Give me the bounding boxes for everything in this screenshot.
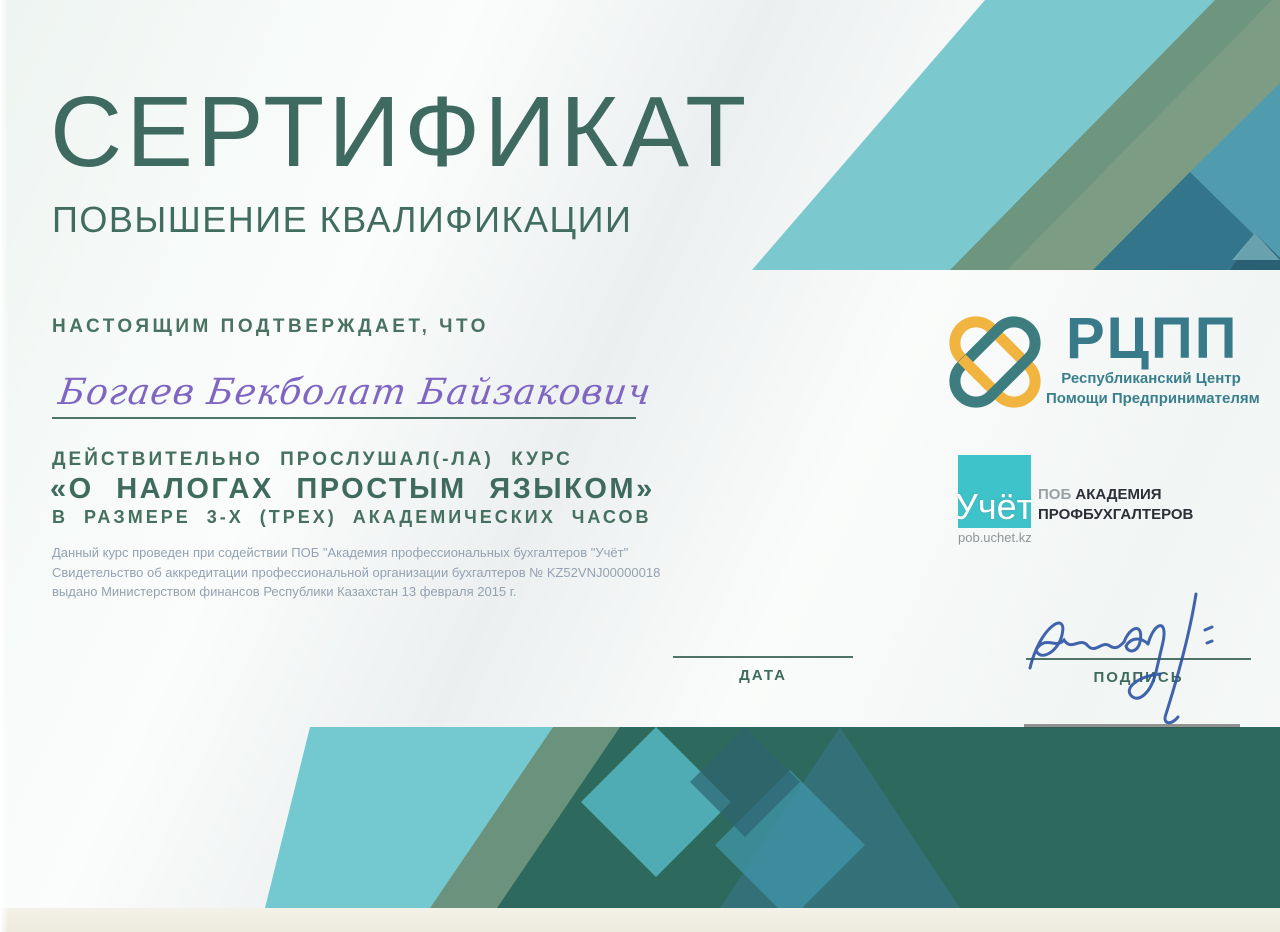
uchet-org-prefix: ПОБ: [1038, 486, 1072, 503]
uchet-org-line-1: [1038, 486, 1162, 503]
certificate-subtitle: ПОВЫШЕНИЕ КВАЛИФИКАЦИИ: [52, 199, 633, 240]
rcpp-logo-text: РЦПП: [1066, 306, 1239, 371]
fine-print-line-2: Свидетельство об аккредитации профессиональной организации бухгалтеров № KZ52VNJ00000018: [52, 564, 661, 580]
uchet-org-academy: АКАДЕМИЯ: [1075, 486, 1162, 503]
accreditation-fine-print: [52, 543, 660, 602]
scan-bottom-margin: [0, 908, 1280, 932]
scan-left-margin: [0, 0, 8, 932]
signature-label: ПОДПИСЬ: [1093, 669, 1184, 686]
course-duration: В РАЗМЕРЕ 3-Х (ТРЕХ) АКАДЕМИЧЕСКИХ ЧАСОВ: [52, 507, 652, 527]
uchet-site-url: pob.uchet.kz: [958, 530, 1032, 545]
rcpp-subtitle-line-1: Республиканский Центр: [1061, 370, 1241, 387]
date-label: ДАТА: [739, 667, 787, 684]
rcpp-subtitle-line-2: Помощи Предпринимателям: [1046, 389, 1260, 407]
date-blank-line: [673, 656, 853, 658]
recipient-name-underline: [52, 417, 636, 419]
course-title: «О НАЛОГАХ ПРОСТЫМ ЯЗЫКОМ»: [50, 473, 655, 505]
recipient-name-handwritten: Богаев Бекболат Байзакович: [56, 372, 655, 413]
fine-print-line-1: Данный курс проведен при содействии ПОБ "Академия профессиональных бухгалтеров "Учёт": [52, 545, 629, 560]
uchet-org-line-2: ПРОФБУХГАЛТЕРОВ: [1038, 506, 1194, 523]
fine-print-line-3: выдано Министерством финансов Республики Казахстан 13 февраля 2015 г.: [52, 584, 517, 599]
confirmation-label: НАСТОЯЩИМ ПОДТВЕРЖДАЕТ, ЧТО: [52, 316, 489, 337]
uchet-logo-text: Учёт: [955, 486, 1034, 527]
certificate-title: СЕРТИФИКАТ: [50, 76, 751, 188]
rcpp-logo-subtitle: [1046, 369, 1260, 409]
rcpp-link-icon: [945, 312, 1045, 412]
signature-ink: [1000, 590, 1240, 730]
course-intro-line: ДЕЙСТВИТЕЛЬНО ПРОСЛУШАЛ(-ЛА) КУРС: [52, 449, 573, 470]
